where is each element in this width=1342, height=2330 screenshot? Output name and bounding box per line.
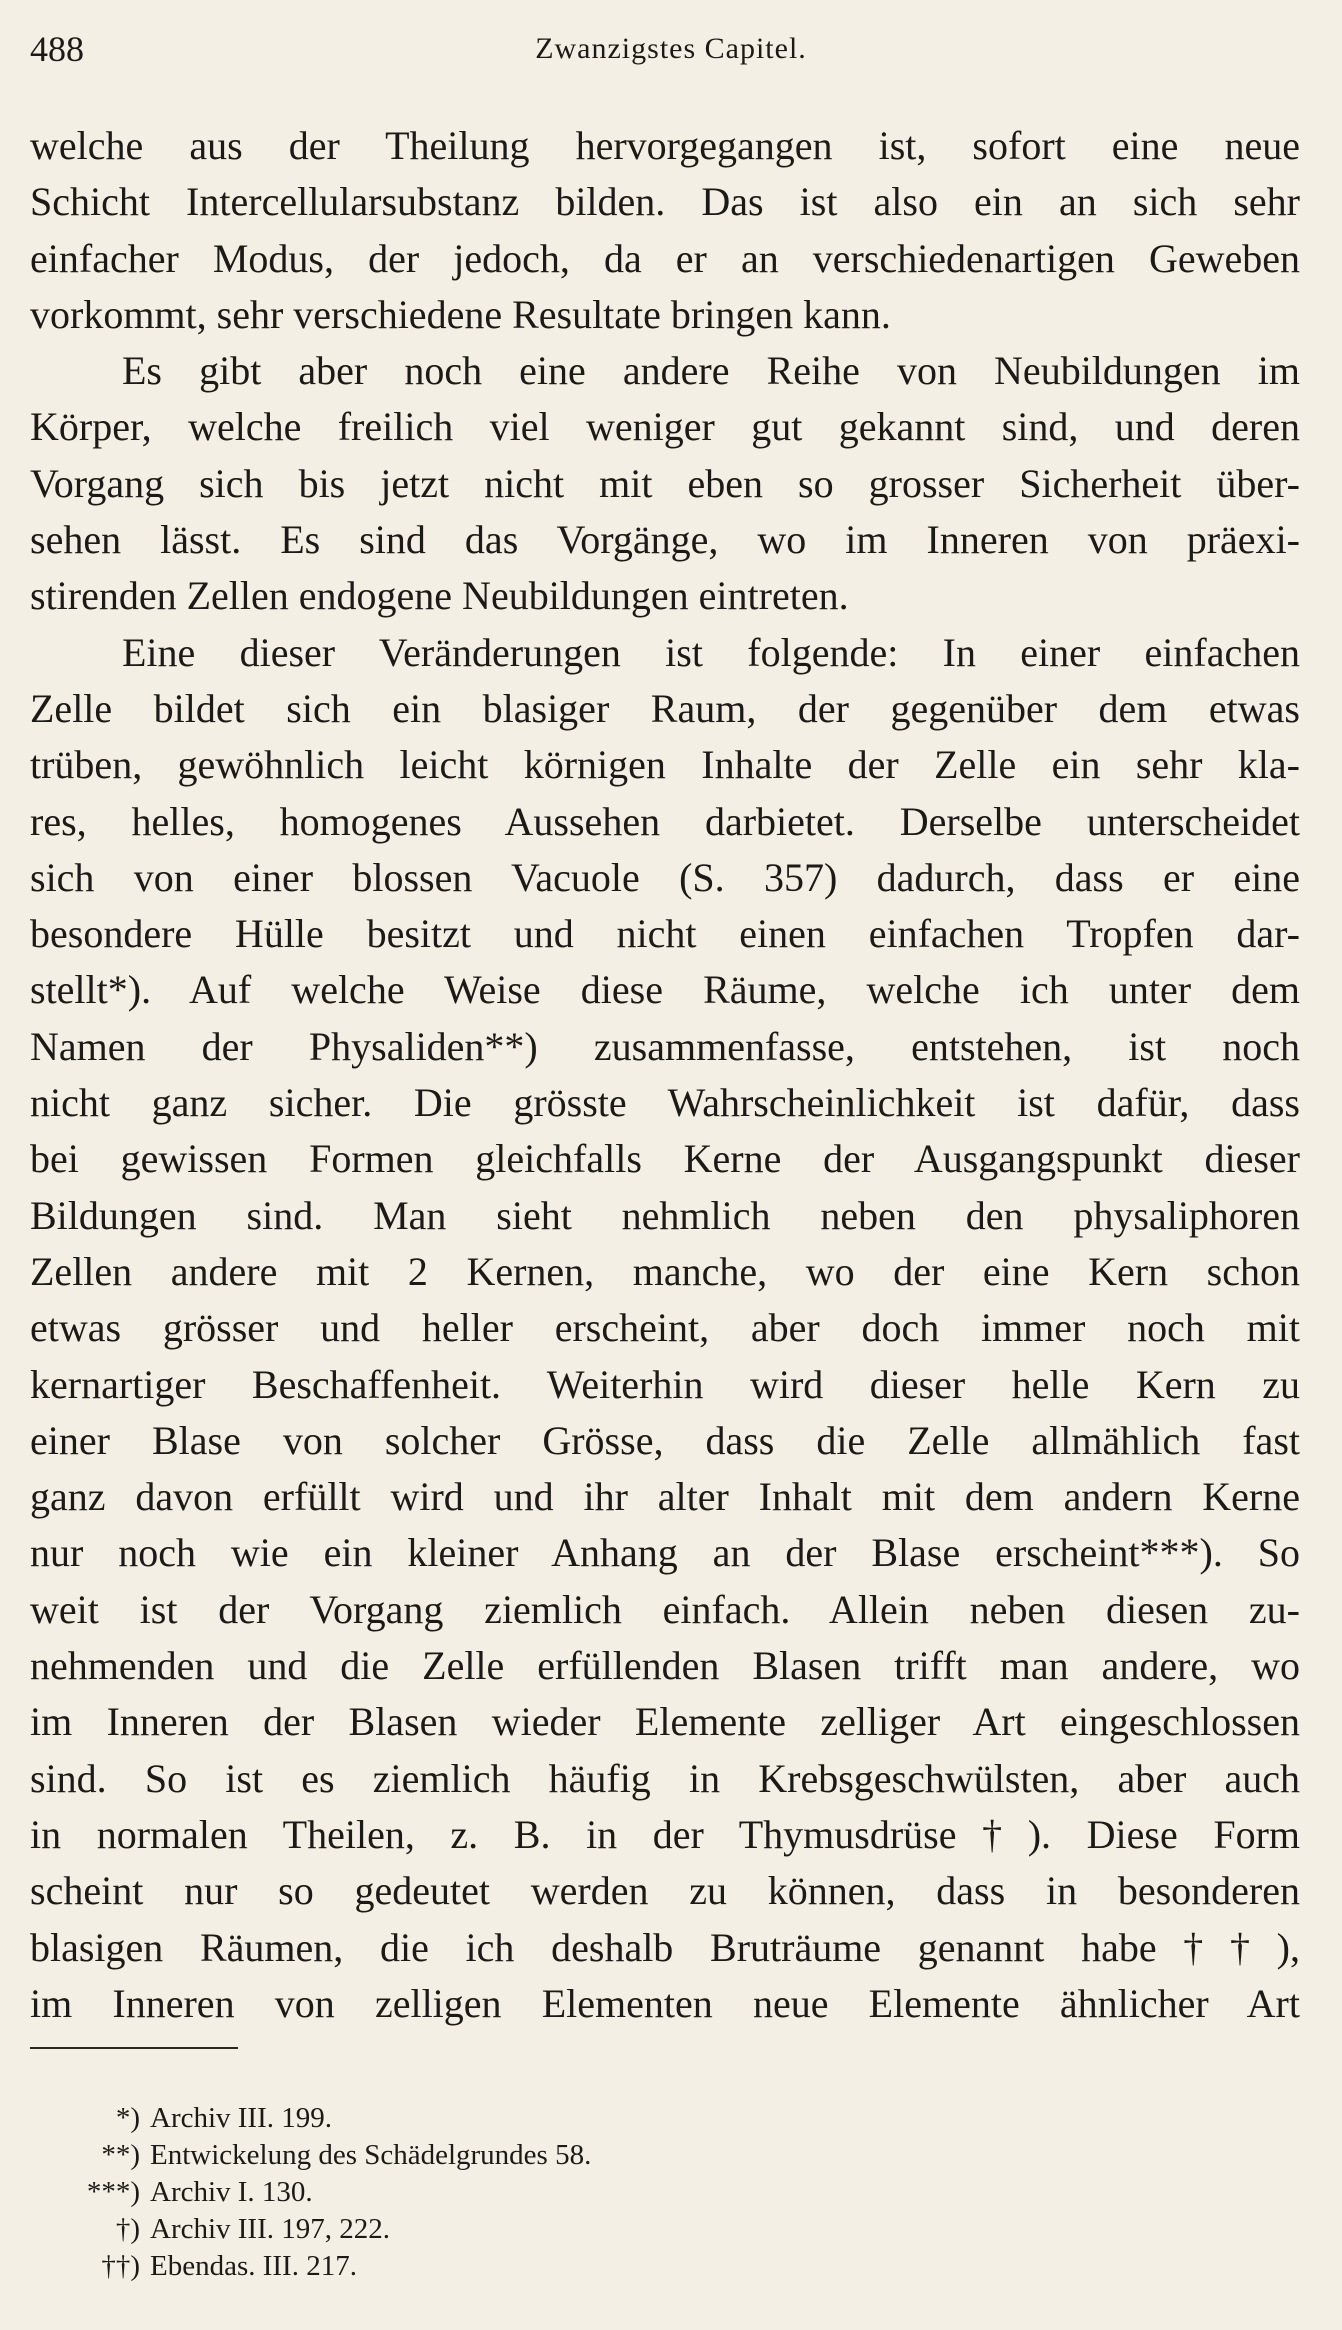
text-line: res, helles, homogenes Aussehen darbietet. Derselbe unterscheidet: [30, 798, 1300, 844]
text-line: kernartiger Beschaffenheit. Weiterhin wird dieser helle Kern zu: [30, 1361, 1300, 1407]
running-title: Zwanzigstes Capitel.: [535, 32, 807, 65]
text-line: Körper, welche freilich viel weniger gut gekannt sind, und deren: [30, 404, 1300, 450]
text-line: Vorgang sich bis jetzt nicht mit eben so grosser Sicherheit über-: [30, 460, 1300, 506]
text-line: nur noch wie ein kleiner Anhang an der Blase erscheint***). So: [30, 1530, 1300, 1576]
text-line: stellt*). Auf welche Weise diese Räume, welche ich unter dem: [30, 967, 1300, 1013]
footnote-mark: ***): [86, 2176, 140, 2208]
footnotes: [30, 2100, 930, 2285]
text-line: scheint nur so gedeutet werden zu können, dass in besonderen: [30, 1868, 1300, 1914]
text-line: nicht ganz sicher. Die grösste Wahrscheinlichkeit ist dafür, dass: [30, 1080, 1300, 1126]
footnote: [30, 2248, 930, 2285]
footnote: [30, 2137, 930, 2174]
footnote-mark: **): [101, 2139, 140, 2171]
text-line: Namen der Physaliden**) zusammenfasse, entstehen, ist noch: [30, 1023, 1300, 1069]
text-line: trüben, gewöhnlich leicht körnigen Inhalte der Zelle ein sehr kla-: [30, 742, 1300, 788]
text-line: einer Blase von solcher Grösse, dass die Zelle allmählich fast: [30, 1417, 1300, 1463]
text-line: sich von einer blossen Vacuole (S. 357) dadurch, dass er eine: [30, 854, 1300, 900]
text-line: etwas grösser und heller erscheint, aber doch immer noch mit: [30, 1305, 1300, 1351]
text-line: im Inneren von zelligen Elementen neue Elemente ähnlicher Art: [30, 1980, 1300, 2026]
footnote-text: Entwickelung des Schädelgrundes 58.: [150, 2139, 592, 2171]
text-line: Zellen andere mit 2 Kernen, manche, wo der eine Kern schon: [30, 1248, 1300, 1294]
text-line: besondere Hülle besitzt und nicht einen einfachen Tropfen dar-: [30, 911, 1300, 957]
body-text: [30, 118, 1300, 2032]
text-line: im Inneren der Blasen wieder Elemente zelliger Art eingeschlossen: [30, 1699, 1300, 1745]
page-number: 488: [30, 29, 84, 69]
text-line: bei gewissen Formen gleichfalls Kerne der Ausgangspunkt dieser: [30, 1136, 1300, 1182]
footnote-text: Ebendas. III. 217.: [150, 2250, 357, 2282]
text-line: ganz davon erfüllt wird und ihr alter Inhalt mit dem andern Kerne: [30, 1474, 1300, 1520]
text-line: blasigen Räumen, die ich deshalb Bruträume genannt habe††),: [30, 1924, 1300, 1970]
footnote-mark: ††): [101, 2250, 140, 2282]
text-line: Eine dieser Veränderungen ist folgende: In einer einfachen: [122, 629, 1300, 675]
footnote: [30, 2211, 930, 2248]
footnote-mark: †): [115, 2213, 140, 2245]
footnote: [30, 2100, 930, 2137]
text-line: Es gibt aber noch eine andere Reihe von Neubildungen im: [122, 348, 1300, 394]
footnote-text: Archiv I. 130.: [150, 2176, 313, 2208]
text-line: Schicht Intercellularsubstanz bilden. Das ist also ein an sich sehr: [30, 179, 1300, 225]
footnote-text: Archiv III. 199.: [150, 2102, 333, 2134]
text-line: nehmenden und die Zelle erfüllenden Blasen trifft man andere, wo: [30, 1643, 1300, 1689]
text-line: sind. So ist es ziemlich häufig in Krebsgeschwülsten, aber auch: [30, 1755, 1300, 1801]
text-line: welche aus der Theilung hervorgegangen ist, sofort eine neue: [30, 123, 1300, 168]
text-line: Bildungen sind. Man sieht nehmlich neben den physaliphoren: [30, 1192, 1300, 1238]
text-line: Zelle bildet sich ein blasiger Raum, der gegenüber dem etwas: [30, 685, 1300, 731]
footnote-mark: *): [115, 2102, 140, 2134]
text-line: einfacher Modus, der jedoch, da er an verschiedenartigen Geweben: [30, 235, 1300, 281]
text-line: vorkommt, sehr verschiedene Resultate bringen kann.: [30, 291, 891, 337]
text-line: weit ist der Vorgang ziemlich einfach. Allein neben diesen zu-: [30, 1586, 1300, 1632]
footnote: [30, 2174, 930, 2211]
footnote-text: Archiv III. 197, 222.: [150, 2213, 391, 2245]
text-line: stirenden Zellen endogene Neubildungen eintreten.: [30, 573, 849, 619]
text-line: in normalen Theilen, z. B. in der Thymusdrüse†). Diese Form: [30, 1811, 1300, 1857]
footnote-divider: [30, 2047, 238, 2049]
text-line: sehen lässt. Es sind das Vorgänge, wo im Inneren von präexi-: [30, 517, 1300, 563]
page-header: [30, 28, 1312, 78]
